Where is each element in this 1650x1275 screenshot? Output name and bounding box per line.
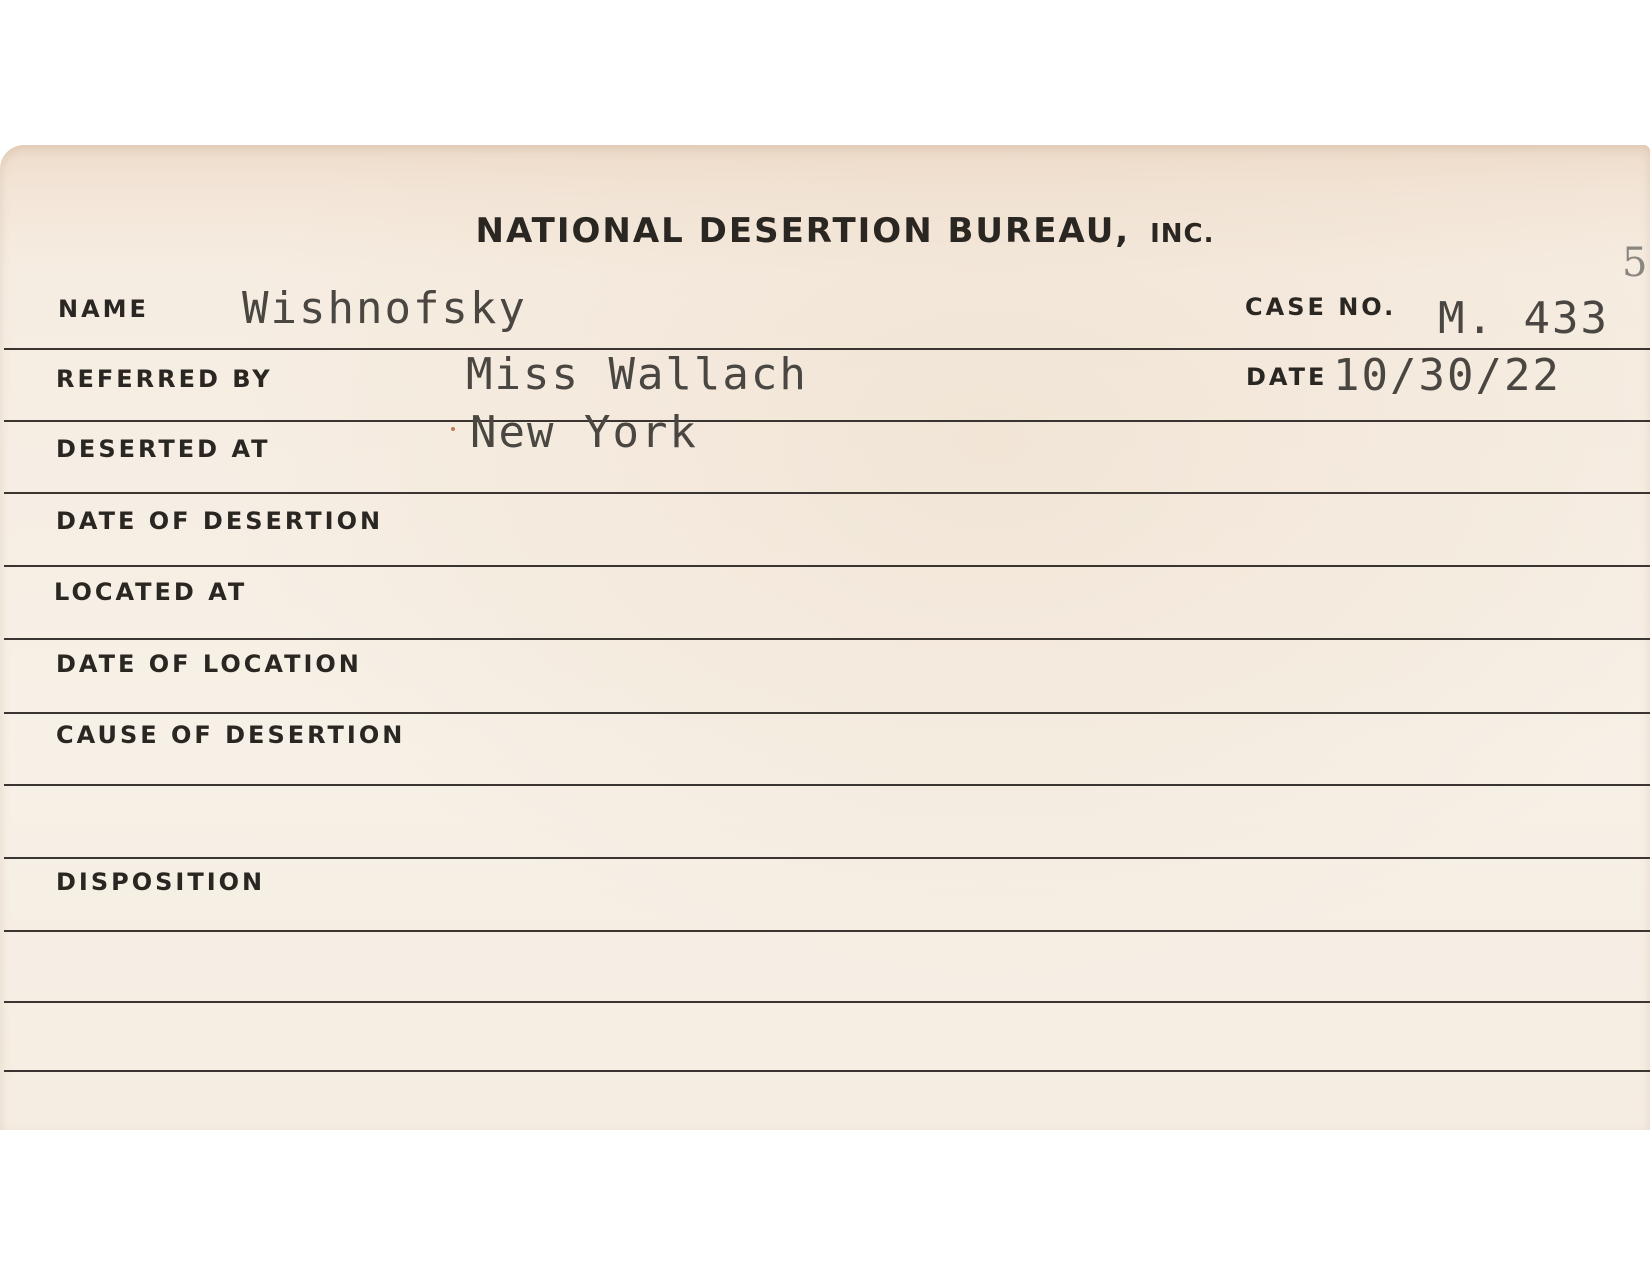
case-no-value: M. 433 xyxy=(1438,293,1609,344)
rule-line xyxy=(4,712,1650,714)
date-label: DATE xyxy=(1246,363,1328,391)
located-at-label: LOCATED AT xyxy=(54,578,248,606)
rule-line xyxy=(4,857,1650,859)
deserted-at-label: DESERTED AT xyxy=(56,435,271,463)
card-title xyxy=(0,211,1650,251)
disposition-label: DISPOSITION xyxy=(56,868,266,896)
rule-line xyxy=(4,638,1650,640)
name-label: NAME xyxy=(58,295,149,323)
bureau-suffix: INC. xyxy=(1150,219,1215,249)
ink-speck xyxy=(451,427,455,431)
referred-by-value: Miss Wallach xyxy=(466,349,808,400)
rule-line xyxy=(4,1001,1650,1003)
rule-line xyxy=(4,1070,1650,1072)
referred-by-label: REFERRED BY xyxy=(56,365,273,393)
rule-line xyxy=(4,930,1650,932)
rule-line xyxy=(4,565,1650,567)
cause-of-desertion-label: CAUSE OF DESERTION xyxy=(56,721,406,749)
name-value: Wishnofsky xyxy=(242,283,527,334)
bureau-name: NATIONAL DESERTION BUREAU, xyxy=(475,211,1131,251)
date-of-desertion-label: DATE OF DESERTION xyxy=(56,507,384,535)
deserted-at-value: New York xyxy=(470,407,698,458)
index-card xyxy=(0,145,1650,1130)
date-of-location-label: DATE OF LOCATION xyxy=(56,650,362,678)
rule-line xyxy=(4,492,1650,494)
date-value: 10/30/22 xyxy=(1333,350,1561,401)
rule-line xyxy=(4,420,1650,422)
pencil-mark: 5 xyxy=(1622,240,1648,286)
case-no-label: CASE NO. xyxy=(1245,293,1397,321)
rule-line xyxy=(4,784,1650,786)
